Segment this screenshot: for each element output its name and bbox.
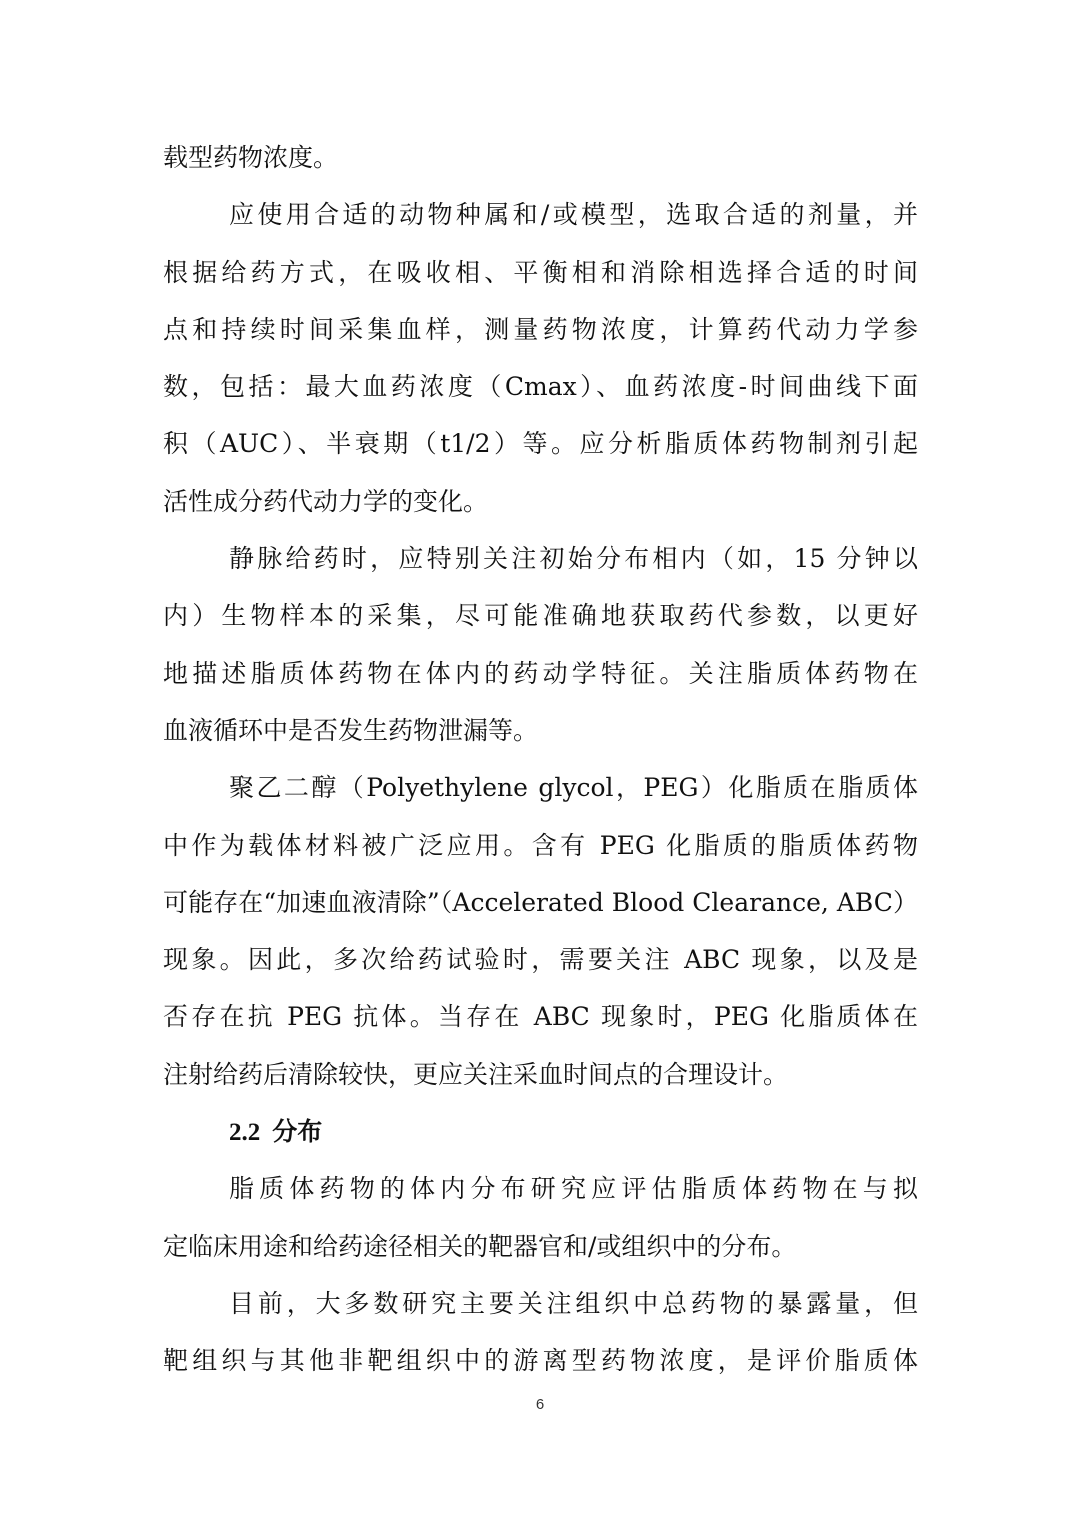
text-line: 活性成分药代动力学的变化。 <box>163 486 489 516</box>
section-heading <box>163 1103 918 1160</box>
text-line: 积（AUC）、半衰期（t1/2）等。应分析脂质体药物制剂引起 <box>163 429 918 459</box>
text-line: 否存在抗 PEG 抗体。当存在 ABC 现象时，PEG 化脂质体在 <box>163 1002 918 1032</box>
section-title: 分布 <box>272 1117 323 1147</box>
text-line: 靶组织与其他非靶组织中的游离型药物浓度，是评价脂质体 <box>163 1346 918 1376</box>
text-line: 血液循环中是否发生药物泄漏等。 <box>163 715 539 745</box>
text-line: 可能存在“加速血液清除”（Accelerated Blood Clearance, ABC） <box>163 887 918 917</box>
text-line: 脂质体药物的体内分布研究应评估脂质体药物在与拟 <box>229 1174 918 1204</box>
text-line: 地描述脂质体药物在体内的药动学特征。关注脂质体药物在 <box>163 658 918 688</box>
text-line: 根据给药方式，在吸收相、平衡相和消除相选择合适的时间 <box>163 257 918 287</box>
text-line: 定临床用途和给药途径相关的靶器官和/或组织中的分布。 <box>163 1231 797 1261</box>
text-line: 现象。因此，多次给药试验时，需要关注 ABC 现象，以及是 <box>163 945 918 975</box>
document-body <box>163 129 918 1390</box>
page-number: 6 <box>535 1396 545 1413</box>
text-line: 应使用合适的动物种属和/或模型，选取合适的剂量，并 <box>229 200 918 230</box>
text-line: 点和持续时间采集血样，测量药物浓度，计算药代动力学参 <box>163 314 918 344</box>
text-line: 数，包括：最大血药浓度（Cmax）、血药浓度-时间曲线下面 <box>163 372 918 402</box>
text-line: 静脉给药时，应特别关注初始分布相内（如，15 分钟以 <box>229 544 918 574</box>
text-line: 目前，大多数研究主要关注组织中总药物的暴露量，但 <box>229 1288 918 1318</box>
text-line: 内）生物样本的采集，尽可能准确地获取药代参数，以更好 <box>163 601 918 631</box>
text-line: 聚乙二醇（Polyethylene glycol，PEG）化脂质在脂质体 <box>229 773 918 803</box>
text-line: 中作为载体材料被广泛应用。含有 PEG 化脂质的脂质体药物 <box>163 830 918 860</box>
text-line: 注射给药后清除较快，更应关注采血时间点的合理设计。 <box>163 1059 789 1089</box>
section-number: 2.2 <box>229 1119 261 1147</box>
text-line: 载型药物浓度。 <box>163 143 339 172</box>
